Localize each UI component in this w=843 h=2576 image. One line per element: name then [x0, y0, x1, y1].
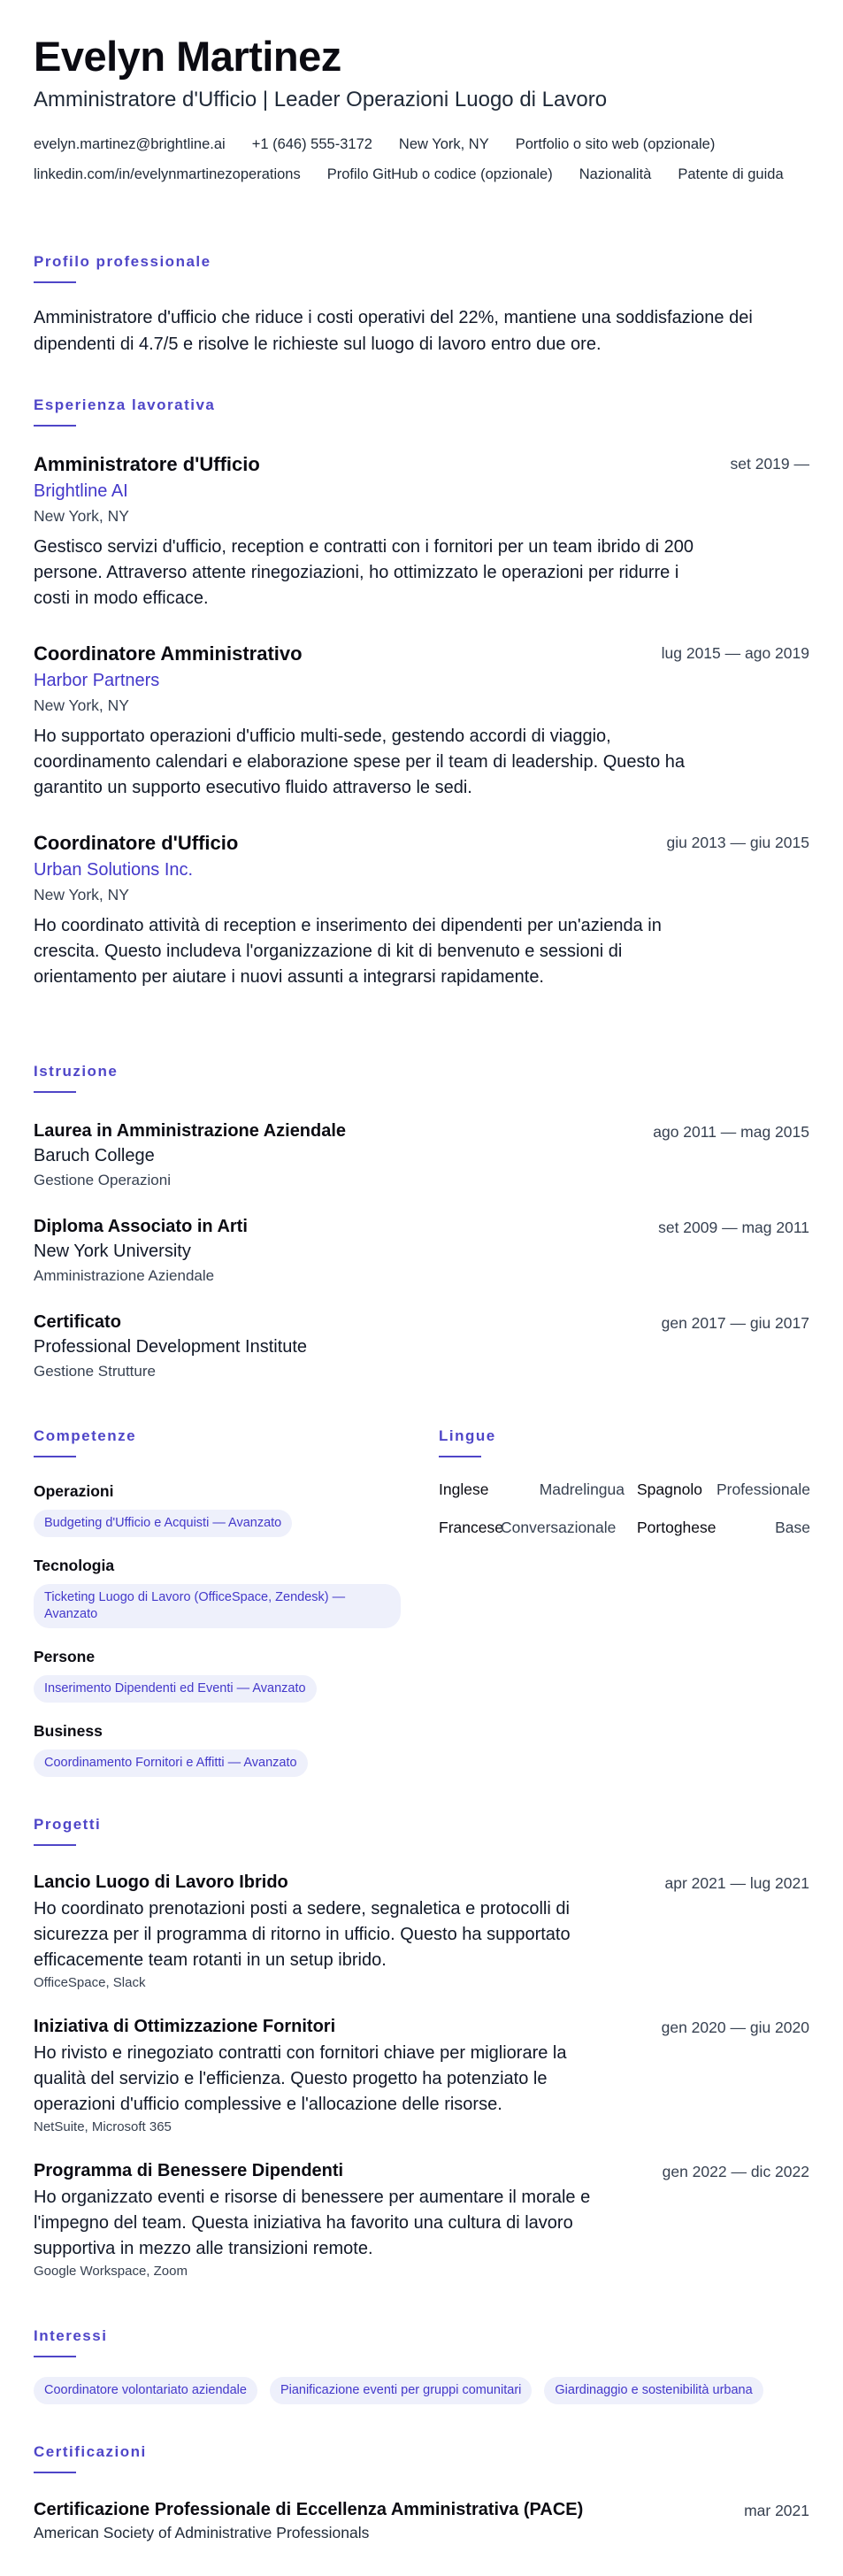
education-dates: gen 2017 — giu 2017: [661, 1314, 809, 1332]
job-dates: lug 2015 — ago 2019: [661, 644, 809, 662]
skill-category: Operazioni: [34, 1482, 114, 1500]
section-title: Interessi: [34, 2327, 108, 2344]
school-name: Baruch College: [34, 1146, 155, 1165]
section-title: Progetti: [34, 1816, 102, 1833]
project-dates: apr 2021 — lug 2021: [664, 1874, 809, 1892]
project-description: Ho organizzato eventi e risorse di benessere per aumentare il morale e l'impegno del team. Questa iniziativa ha favorito una cultura di lavoro supportiva in mezzo alle transizioni remote.: [34, 2188, 591, 2258]
language-level: Professionale: [716, 1480, 810, 1498]
skill-chip: Coordinamento Fornitori e Affitti — Avanzato: [34, 1749, 308, 1777]
section-title: Lingue: [439, 1427, 496, 1444]
study-field: Gestione Operazioni: [34, 1172, 171, 1188]
certification-issuer: American Society of Administrative Professionals: [34, 2524, 370, 2541]
job-location: New York, NY: [34, 886, 129, 904]
skill-group: [34, 1722, 405, 1777]
languages-section: [439, 1427, 810, 1537]
education-item: [34, 1312, 809, 1380]
headline: Amministratore d'Ufficio | Leader Operazioni Luogo di Lavoro: [34, 88, 608, 111]
section-divider: [34, 281, 76, 283]
project-item: [34, 2017, 809, 2134]
interest-list: [34, 2377, 809, 2404]
job-dates: set 2019 —: [730, 455, 809, 473]
education-item: [34, 1121, 809, 1189]
interest-chip: Giardinaggio e sostenibilità urbana: [544, 2377, 763, 2404]
company-name: Brightline AI: [34, 481, 128, 501]
skill-category: Persone: [34, 1648, 96, 1665]
contact-phone[interactable]: +1 (646) 555-3172: [251, 136, 372, 152]
job-description: Gestisco servizi d'ufficio, reception e contratti con i fornitori per un team ibrido di 200 persone. Attraverso attente rinegoziazioni, ho ottimizzato le operazioni per ridurre i costi in modo efficace.: [34, 537, 694, 608]
language-name: Inglese: [439, 1480, 489, 1498]
job-title: Coordinatore Amministrativo: [34, 642, 303, 665]
summary-section: [34, 253, 809, 358]
skill-chip: Ticketing Luogo di Lavoro (OfficeSpace, Zendesk) — Avanzato: [34, 1584, 401, 1628]
skill-category: Business: [34, 1722, 103, 1740]
experience-item: [34, 832, 809, 990]
project-description: Ho rivisto e rinegoziato contratti con fornitori chiave per migliorare la qualità del servizio e l'efficienza. Questo progetto ha potenziato le operazioni d'ufficio complessive e l'allocazione delle risorse.: [34, 2043, 567, 2114]
project-dates: gen 2020 — giu 2020: [661, 2019, 809, 2036]
degree-title: Certificato: [34, 1312, 121, 1332]
project-tech: Google Workspace, Zoom: [34, 2264, 188, 2279]
job-dates: giu 2013 — giu 2015: [666, 834, 809, 851]
summary-text: Amministratore d'ufficio che riduce i costi operativi del 22%, mantiene una soddisfazione dei dipendenti di 4.7/5 e risolve le richieste sul luogo di lavoro entro due ore.: [34, 308, 753, 354]
language-level: Base: [775, 1519, 810, 1536]
education-section: [34, 1063, 809, 1399]
job-description: Ho coordinato attività di reception e inserimento dei dipendenti per un'azienda in crescita. Questo includeva l'organizzazione di kit di benvenuto e sessioni di orientamento per aiutare i nuovi assunti a integrarsi rapidamente.: [34, 916, 662, 987]
skill-category: Tecnologia: [34, 1557, 115, 1574]
language-name: Francese: [439, 1519, 503, 1536]
section-title: Istruzione: [34, 1063, 119, 1080]
company-name: Harbor Partners: [34, 671, 160, 690]
interests-section: [34, 2327, 809, 2404]
certification-date: mar 2021: [744, 2502, 809, 2519]
section-title: Certificazioni: [34, 2443, 147, 2460]
project-dates: gen 2022 — dic 2022: [662, 2163, 809, 2180]
education-dates: ago 2011 — mag 2015: [653, 1123, 809, 1141]
skill-group: [34, 1557, 405, 1628]
experience-item: [34, 642, 809, 801]
contact-location: New York, NY: [398, 136, 489, 152]
company-name: Urban Solutions Inc.: [34, 860, 194, 880]
project-item: [34, 1872, 809, 1990]
contact-email[interactable]: evelyn.martinez@brightline.ai: [34, 136, 226, 152]
experience-section: [34, 396, 809, 1016]
education-dates: set 2009 — mag 2011: [658, 1219, 809, 1236]
job-title: Amministratore d'Ufficio: [34, 453, 260, 475]
section-title: Profilo professionale: [34, 253, 211, 270]
school-name: Professional Development Institute: [34, 1337, 308, 1357]
project-tech: OfficeSpace, Slack: [34, 1975, 146, 1990]
language-name: Portoghese: [637, 1519, 717, 1536]
skills-section: [34, 1427, 405, 1777]
section-divider: [34, 2356, 76, 2357]
certification-title: Certificazione Professionale di Eccellenza Amministrativa (PACE): [34, 2500, 584, 2519]
project-description: Ho coordinato prenotazioni posti a sedere, segnaletica e protocolli di sicurezza per il programma di ritorno in ufficio. Questo ha supportato efficacemente team rotanti in un setup ibrido.: [34, 1899, 571, 1970]
language-level: Madrelingua: [539, 1480, 625, 1498]
interest-chip: Coordinatore volontariato aziendale: [34, 2377, 257, 2404]
language-name: Spagnolo: [637, 1480, 702, 1498]
interest-chip: Pianificazione eventi per gruppi comunitari: [270, 2377, 532, 2404]
school-name: New York University: [34, 1242, 191, 1261]
name-heading: Evelyn Martinez: [34, 33, 341, 80]
language-list: [439, 1480, 810, 1537]
contact-github[interactable]: Profilo GitHub o codice (opzionale): [326, 166, 553, 182]
project-title: Iniziativa di Ottimizzazione Fornitori: [34, 2017, 336, 2036]
degree-title: Laurea in Amministrazione Aziendale: [34, 1121, 347, 1141]
job-location: New York, NY: [34, 696, 129, 714]
section-divider: [34, 1091, 76, 1093]
section-divider: [34, 425, 76, 427]
degree-title: Diploma Associato in Arti: [34, 1217, 248, 1236]
section-divider: [439, 1456, 481, 1457]
contact-license: Patente di guida: [678, 166, 784, 182]
skill-chip: Inserimento Dipendenti ed Eventi — Avanzato: [34, 1675, 317, 1703]
section-title: Competenze: [34, 1427, 137, 1444]
section-divider: [34, 1844, 76, 1846]
certifications-section: [34, 2443, 809, 2549]
section-title: Esperienza lavorativa: [34, 396, 216, 413]
study-field: Gestione Strutture: [34, 1363, 156, 1380]
skill-group: [34, 1482, 405, 1537]
projects-section: [34, 1816, 809, 2311]
job-location: New York, NY: [34, 507, 129, 525]
skill-chip: Budgeting d'Ufficio e Acquisti — Avanzato: [34, 1510, 292, 1537]
section-divider: [34, 1456, 76, 1457]
job-title: Coordinatore d'Ufficio: [34, 832, 239, 854]
certification-item: [34, 2500, 809, 2542]
project-title: Programma di Benessere Dipendenti: [34, 2161, 344, 2180]
experience-item: [34, 453, 809, 611]
contact-portfolio[interactable]: Portfolio o sito web (opzionale): [515, 136, 716, 152]
contact-list: [34, 129, 812, 189]
contact-nationality: Nazionalità: [579, 166, 652, 182]
project-item: [34, 2161, 809, 2279]
job-description: Ho supportato operazioni d'ufficio multi-sede, gestendo accordi di viaggio, coordinamento calendari e elaborazione spese per il team di leadership. Questo ha garantito un supporto esecutivo fluido attraverso le sedi.: [34, 727, 686, 797]
section-divider: [34, 2472, 76, 2473]
education-item: [34, 1217, 809, 1285]
study-field: Amministrazione Aziendale: [34, 1267, 215, 1284]
project-title: Lancio Luogo di Lavoro Ibrido: [34, 1872, 288, 1892]
language-level: Conversazionale: [501, 1519, 617, 1536]
skill-group: [34, 1648, 405, 1703]
project-tech: NetSuite, Microsoft 365: [34, 2119, 172, 2134]
contact-linkedin[interactable]: linkedin.com/in/evelynmartinezoperations: [34, 166, 301, 182]
